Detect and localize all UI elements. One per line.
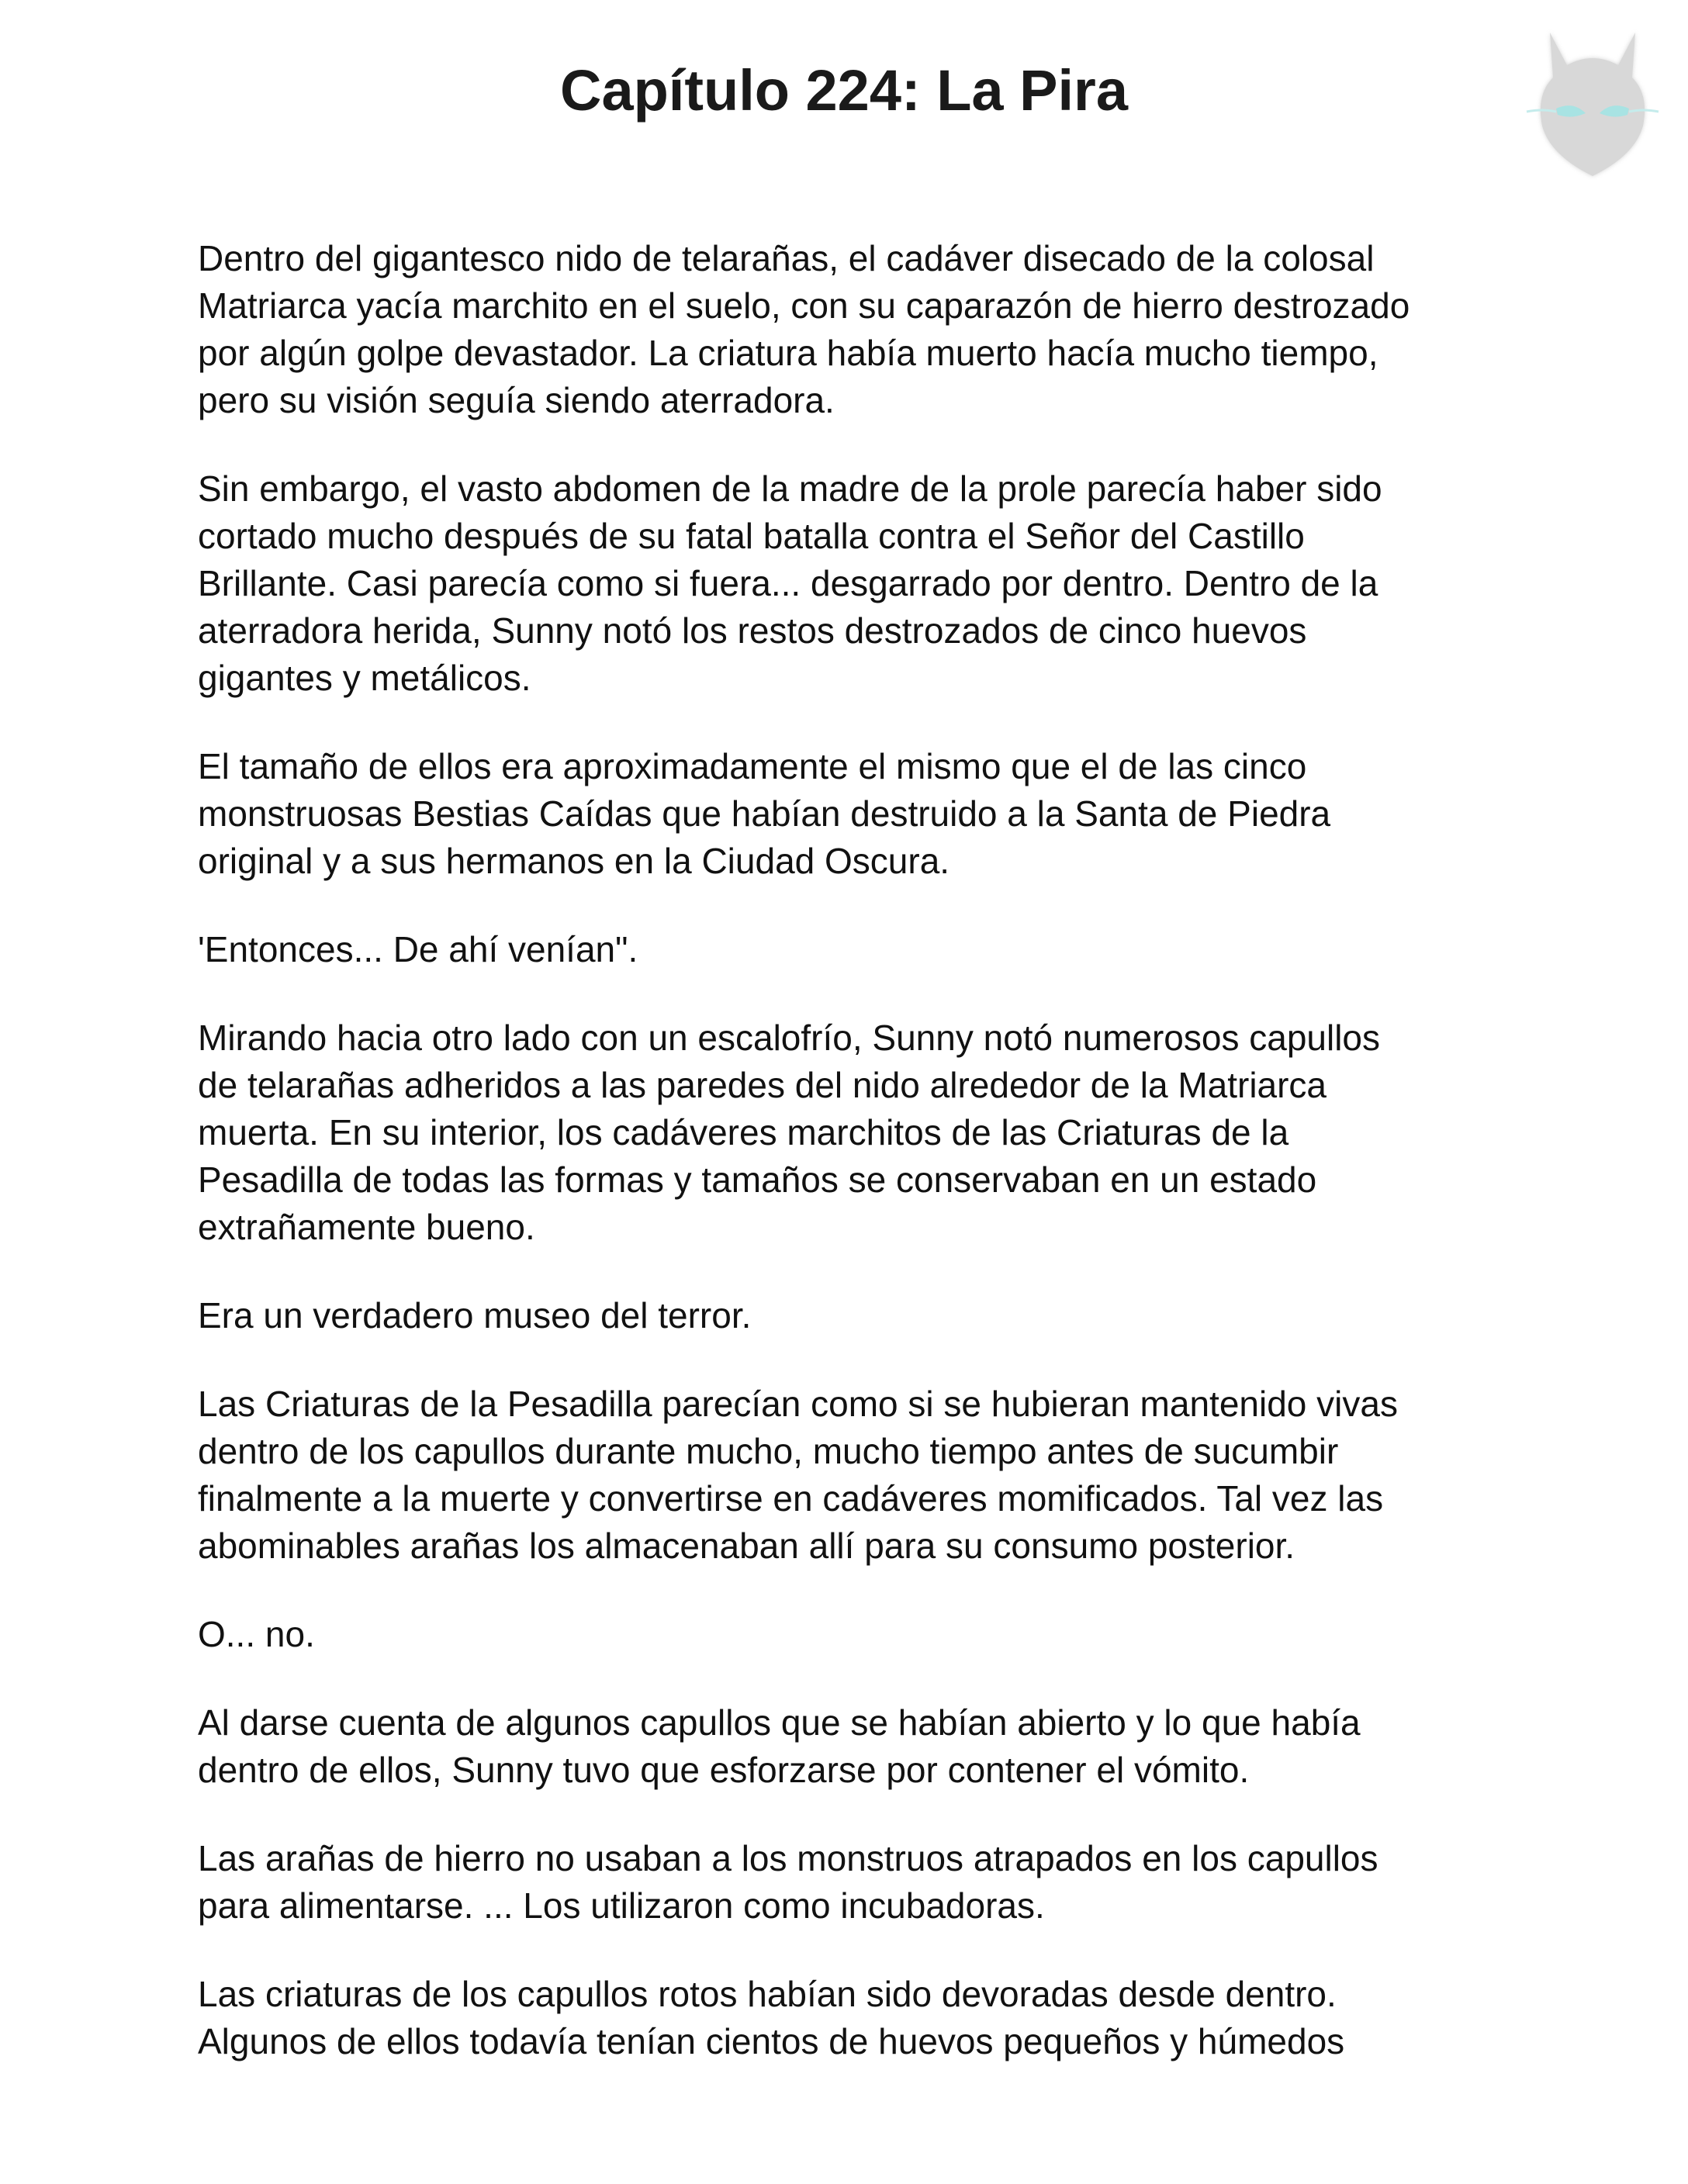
paragraph: El tamaño de ellos era aproximadamente el mismo que el de las cinco monstruosas Bestias Caídas que habían destruido a la Santa de Piedra original y a sus hermanos en la Ciudad Oscura.	[198, 746, 1331, 881]
paragraph: O... no.	[198, 1614, 315, 1654]
paragraph: Al darse cuenta de algunos capullos que se habían abierto y lo que había dentro de ellos, Sunny tuvo que esforzarse por contener el vómito.	[198, 1702, 1361, 1790]
paragraph: Las arañas de hierro no usaban a los monstruos atrapados en los capullos para alimentarse. ... Los utilizaron como incubadoras.	[198, 1838, 1378, 1926]
paragraph: Dentro del gigantesco nido de telarañas, el cadáver disecado de la colosal Matriarca yacía marchito en el suelo, con su caparazón de hierro destrozado por algún golpe devastador. La criatura había muerto hacía mucho tiempo, pero su visión seguía siendo aterradora.	[198, 238, 1410, 420]
paragraph: Mirando hacia otro lado con un escalofrío, Sunny notó numerosos capullos de telarañas adheridos a las paredes del nido alrededor de la Matriarca muerta. En su interior, los cadáveres marchitos de las Criaturas de la Pesadilla de todas las formas y tamaños se conservaban en un estado extrañamente bueno.	[198, 1018, 1381, 1247]
paragraph: Era un verdadero museo del terror.	[198, 1295, 752, 1336]
paragraph: Sin embargo, el vasto abdomen de la madre de la prole parecía haber sido cortado mucho después de su fatal batalla contra el Señor del Castillo Brillante. Casi parecía como si fuera... desgarrado por dentro. Dentro de la aterradora herida, Sunny notó los restos destrozados de cinco huevos gigantes y metálicos.	[198, 468, 1382, 698]
chapter-body	[198, 235, 1501, 2106]
demon-head-icon	[1519, 17, 1666, 180]
paragraph: 'Entonces... De ahí venían".	[198, 929, 638, 969]
paragraph: Las Criaturas de la Pesadilla parecían como si se hubieran mantenido vivas dentro de los capullos durante mucho, mucho tiempo antes de sucumbir finalmente a la muerte y convertirse en cadáveres momificados. Tal vez las abominables arañas los almacenaban allí para su consumo posterior.	[198, 1384, 1398, 1566]
paragraph: Las criaturas de los capullos rotos habían sido devoradas desde dentro. Algunos de ellos todavía tenían cientos de huevos pequeños y húmedos	[198, 1974, 1345, 2061]
chapter-title: Capítulo 224: La Pira	[560, 58, 1128, 123]
